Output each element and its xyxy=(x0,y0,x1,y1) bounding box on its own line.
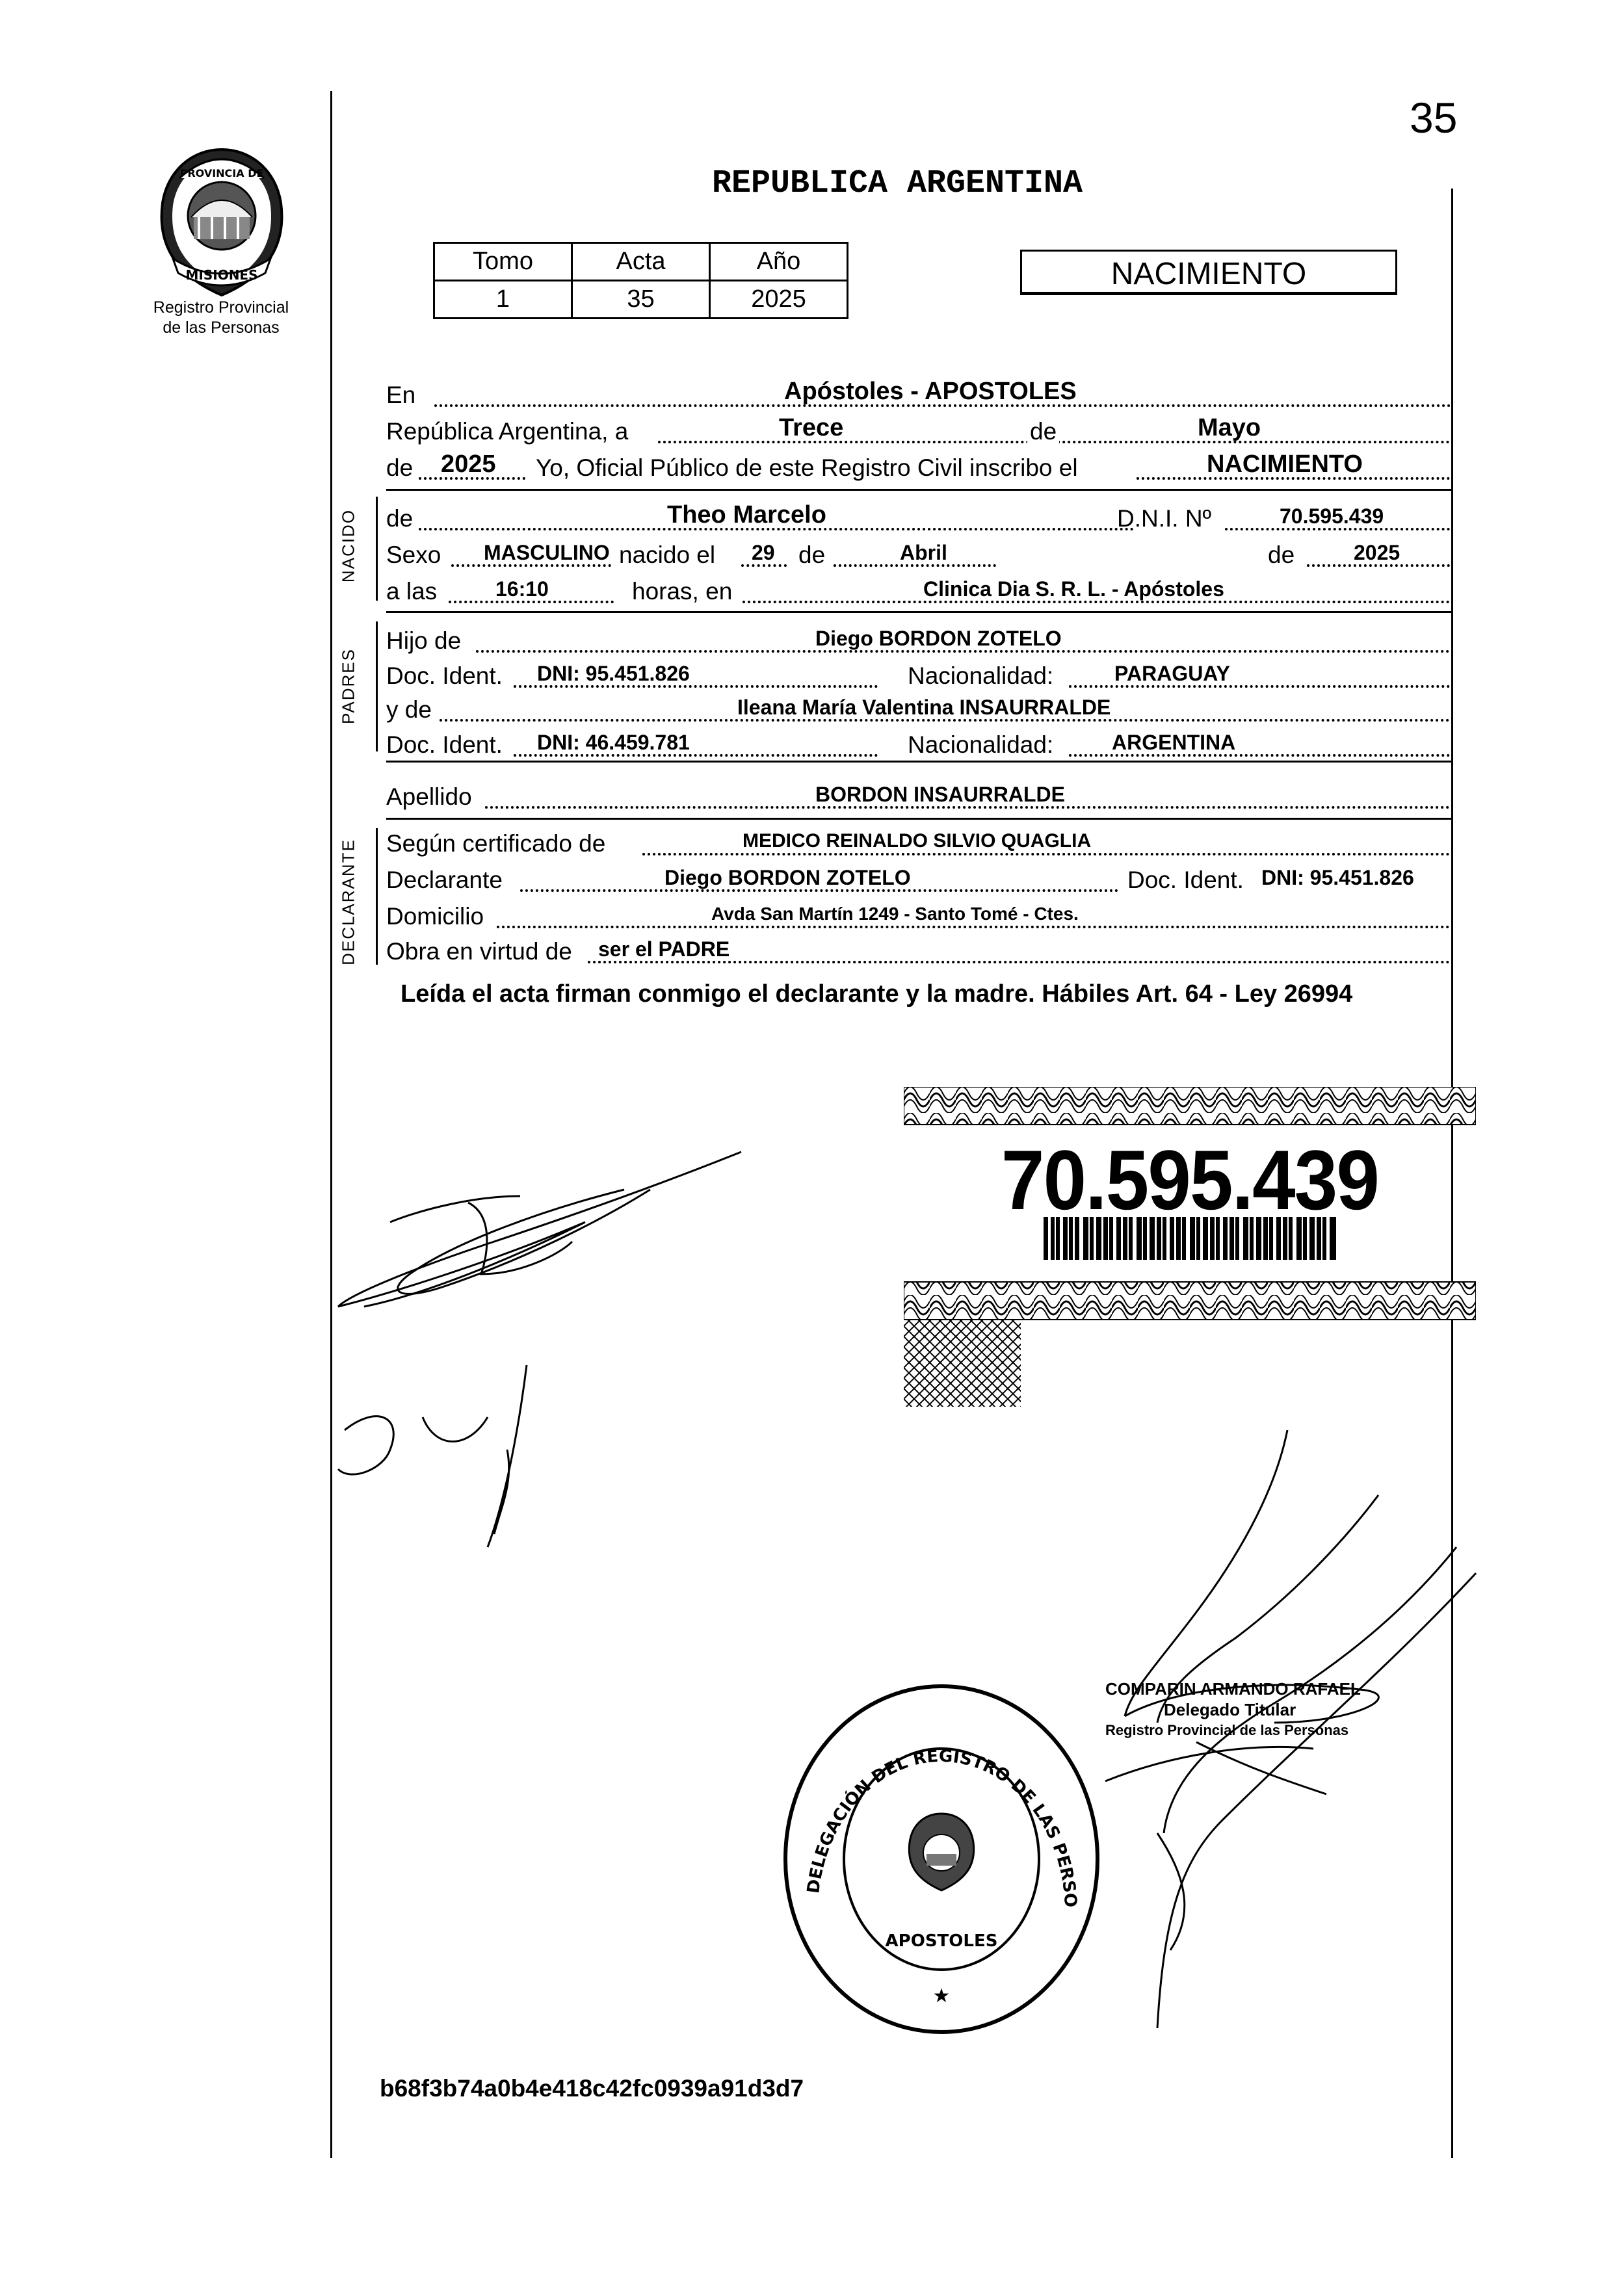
label-declarante-doc: Doc. Ident. xyxy=(1127,867,1244,893)
margin-line xyxy=(330,91,332,2158)
registry-caption xyxy=(124,298,319,338)
declarant-signature xyxy=(325,1144,767,1573)
official-office: Registro Provincial de las Personas xyxy=(1105,1722,1349,1738)
section-label-padres: PADRES xyxy=(338,648,358,724)
label-en: En xyxy=(386,382,416,408)
value-year: 2025 xyxy=(441,450,496,478)
label-declarante: Declarante xyxy=(386,867,503,893)
value-time: 16:10 xyxy=(495,577,549,601)
label-de-month: de xyxy=(1027,413,1059,450)
row-en xyxy=(386,377,1453,413)
closing-statement: Leída el acta firman conmigo el declarante y la madre. Hábiles Art. 64 - Ley 26994 xyxy=(401,980,1353,1008)
section-bar-declarante xyxy=(376,828,378,965)
label-nacido-el: nacido el xyxy=(619,541,716,568)
header-acta: Acta xyxy=(572,243,710,281)
official-name: COMPARIN ARMANDO RAFAEL xyxy=(1105,1679,1361,1699)
registry-table xyxy=(433,242,848,319)
label-inscribe: Yo, Oficial Público de este Registro Civil inscribo el xyxy=(536,454,1078,481)
section-label-declarante: DECLARANTE xyxy=(338,839,358,965)
section-divider xyxy=(386,611,1453,613)
section-bar-padres xyxy=(376,621,378,751)
label-sexo: Sexo xyxy=(386,541,441,568)
provincial-emblem xyxy=(153,144,290,300)
value-place: Apóstoles - APOSTOLES xyxy=(784,378,1077,405)
value-birth-year: 2025 xyxy=(1354,541,1400,564)
row-inscribe xyxy=(386,450,1453,486)
label-certificado: Según certificado de xyxy=(386,830,606,857)
section-divider xyxy=(386,489,1453,491)
value-father-name: Diego BORDON ZOTELO xyxy=(815,627,1062,650)
value-day: Trece xyxy=(779,414,844,441)
label-alas: a las xyxy=(386,578,438,605)
header-ano: Año xyxy=(710,243,848,281)
section-divider xyxy=(386,761,1453,763)
value-birth-day: 29 xyxy=(752,541,775,564)
section-label-nacido: NACIDO xyxy=(338,508,358,583)
label-de-name: de xyxy=(386,505,414,532)
label-birth-de2: de xyxy=(1268,541,1295,568)
value-sexo: MASCULINO xyxy=(484,541,610,564)
row-mother-doc xyxy=(386,727,1453,763)
label-father-nationality: Nacionalidad: xyxy=(908,662,1054,689)
registry-caption-line2: de las Personas xyxy=(163,319,280,337)
value-child-name: Theo Marcelo xyxy=(667,501,826,528)
value-birth-place: Clinica Dia S. R. L. - Apóstoles xyxy=(923,577,1224,601)
label-horas: horas, en xyxy=(632,578,733,605)
official-stamp xyxy=(1105,1678,1404,1741)
value-birth-month: Abril xyxy=(900,541,947,564)
emblem-top-text: PROVINCIA DE xyxy=(179,167,264,179)
label-mother-nationality: Nacionalidad: xyxy=(908,731,1054,758)
section-divider xyxy=(386,818,1453,820)
value-inscribe: NACIMIENTO xyxy=(1207,450,1363,478)
row-father xyxy=(386,623,1453,659)
value-declarante-name: Diego BORDON ZOTELO xyxy=(664,866,911,889)
label-republica: República Argentina, a xyxy=(386,418,629,445)
row-declarante xyxy=(386,862,1453,898)
label-hijo-de: Hijo de xyxy=(386,627,462,654)
label-de-year: de xyxy=(386,454,414,481)
value-domicilio: Avda San Martín 1249 - Santo Tomé - Ctes. xyxy=(711,904,1079,924)
label-father-doc: Doc. Ident. xyxy=(386,662,503,689)
registry-table-value-row xyxy=(434,281,848,319)
value-mother-name: Ileana María Valentina INSAURRALDE xyxy=(737,696,1111,719)
value-obra: ser el PADRE xyxy=(598,937,730,961)
official-role: Delegado Titular xyxy=(1164,1700,1296,1719)
row-mother xyxy=(386,692,1453,728)
document-hash: b68f3b74a0b4e418c42fc0939a91d3d7 xyxy=(380,2075,804,2102)
star-icon: ★ xyxy=(932,1985,951,2007)
header-tomo: Tomo xyxy=(434,243,572,281)
registry-caption-line1: Registro Provincial xyxy=(153,298,289,317)
label-domicilio: Domicilio xyxy=(386,903,484,930)
value-tomo: 1 xyxy=(434,281,572,319)
value-apellido: BORDON INSAURRALDE xyxy=(815,783,1065,806)
row-time xyxy=(386,573,1453,610)
value-acta: 35 xyxy=(572,281,710,319)
value-month: Mayo xyxy=(1198,414,1261,441)
label-dni: D.N.I. Nº xyxy=(1117,505,1212,532)
id-number: 70.595.439 xyxy=(1001,1132,1379,1227)
row-obra xyxy=(386,933,1453,970)
page-number: 35 xyxy=(1410,94,1458,142)
value-child-dni: 70.595.439 xyxy=(1280,504,1384,528)
row-domicilio xyxy=(386,898,1453,935)
value-father-doc: DNI: 95.451.826 xyxy=(537,662,690,685)
emblem-bottom-text: MISIONES xyxy=(185,267,258,283)
seal-city: APOSTOLES xyxy=(885,1931,998,1951)
act-type-box: NACIMIENTO xyxy=(1020,250,1397,295)
row-name xyxy=(386,501,1453,537)
value-father-nationality: PARAGUAY xyxy=(1114,662,1230,685)
page-title: REPUBLICA ARGENTINA xyxy=(711,165,1083,202)
registry-seal xyxy=(772,1677,1111,2041)
value-mother-doc: DNI: 46.459.781 xyxy=(537,731,690,754)
row-certificado xyxy=(386,826,1453,862)
row-republica xyxy=(386,413,1453,450)
value-mother-nationality: ARGENTINA xyxy=(1112,731,1236,754)
label-apellido: Apellido xyxy=(386,783,472,810)
row-sexo xyxy=(386,537,1453,573)
value-declarante-doc: DNI: 95.451.826 xyxy=(1261,866,1414,889)
seal-ring-text: DELEGACIÓN DEL REGISTRO DE LAS PERSO xyxy=(804,1746,1081,1908)
registry-table-header-row xyxy=(434,243,848,281)
label-y-de: y de xyxy=(386,696,432,723)
label-birth-de1: de xyxy=(798,541,826,568)
label-mother-doc: Doc. Ident. xyxy=(386,731,503,758)
row-apellido xyxy=(386,779,1453,815)
section-bar-nacido xyxy=(376,497,378,601)
value-ano: 2025 xyxy=(710,281,848,319)
label-obra: Obra en virtud de xyxy=(386,938,572,965)
value-certificado: MEDICO REINALDO SILVIO QUAGLIA xyxy=(743,830,1092,852)
